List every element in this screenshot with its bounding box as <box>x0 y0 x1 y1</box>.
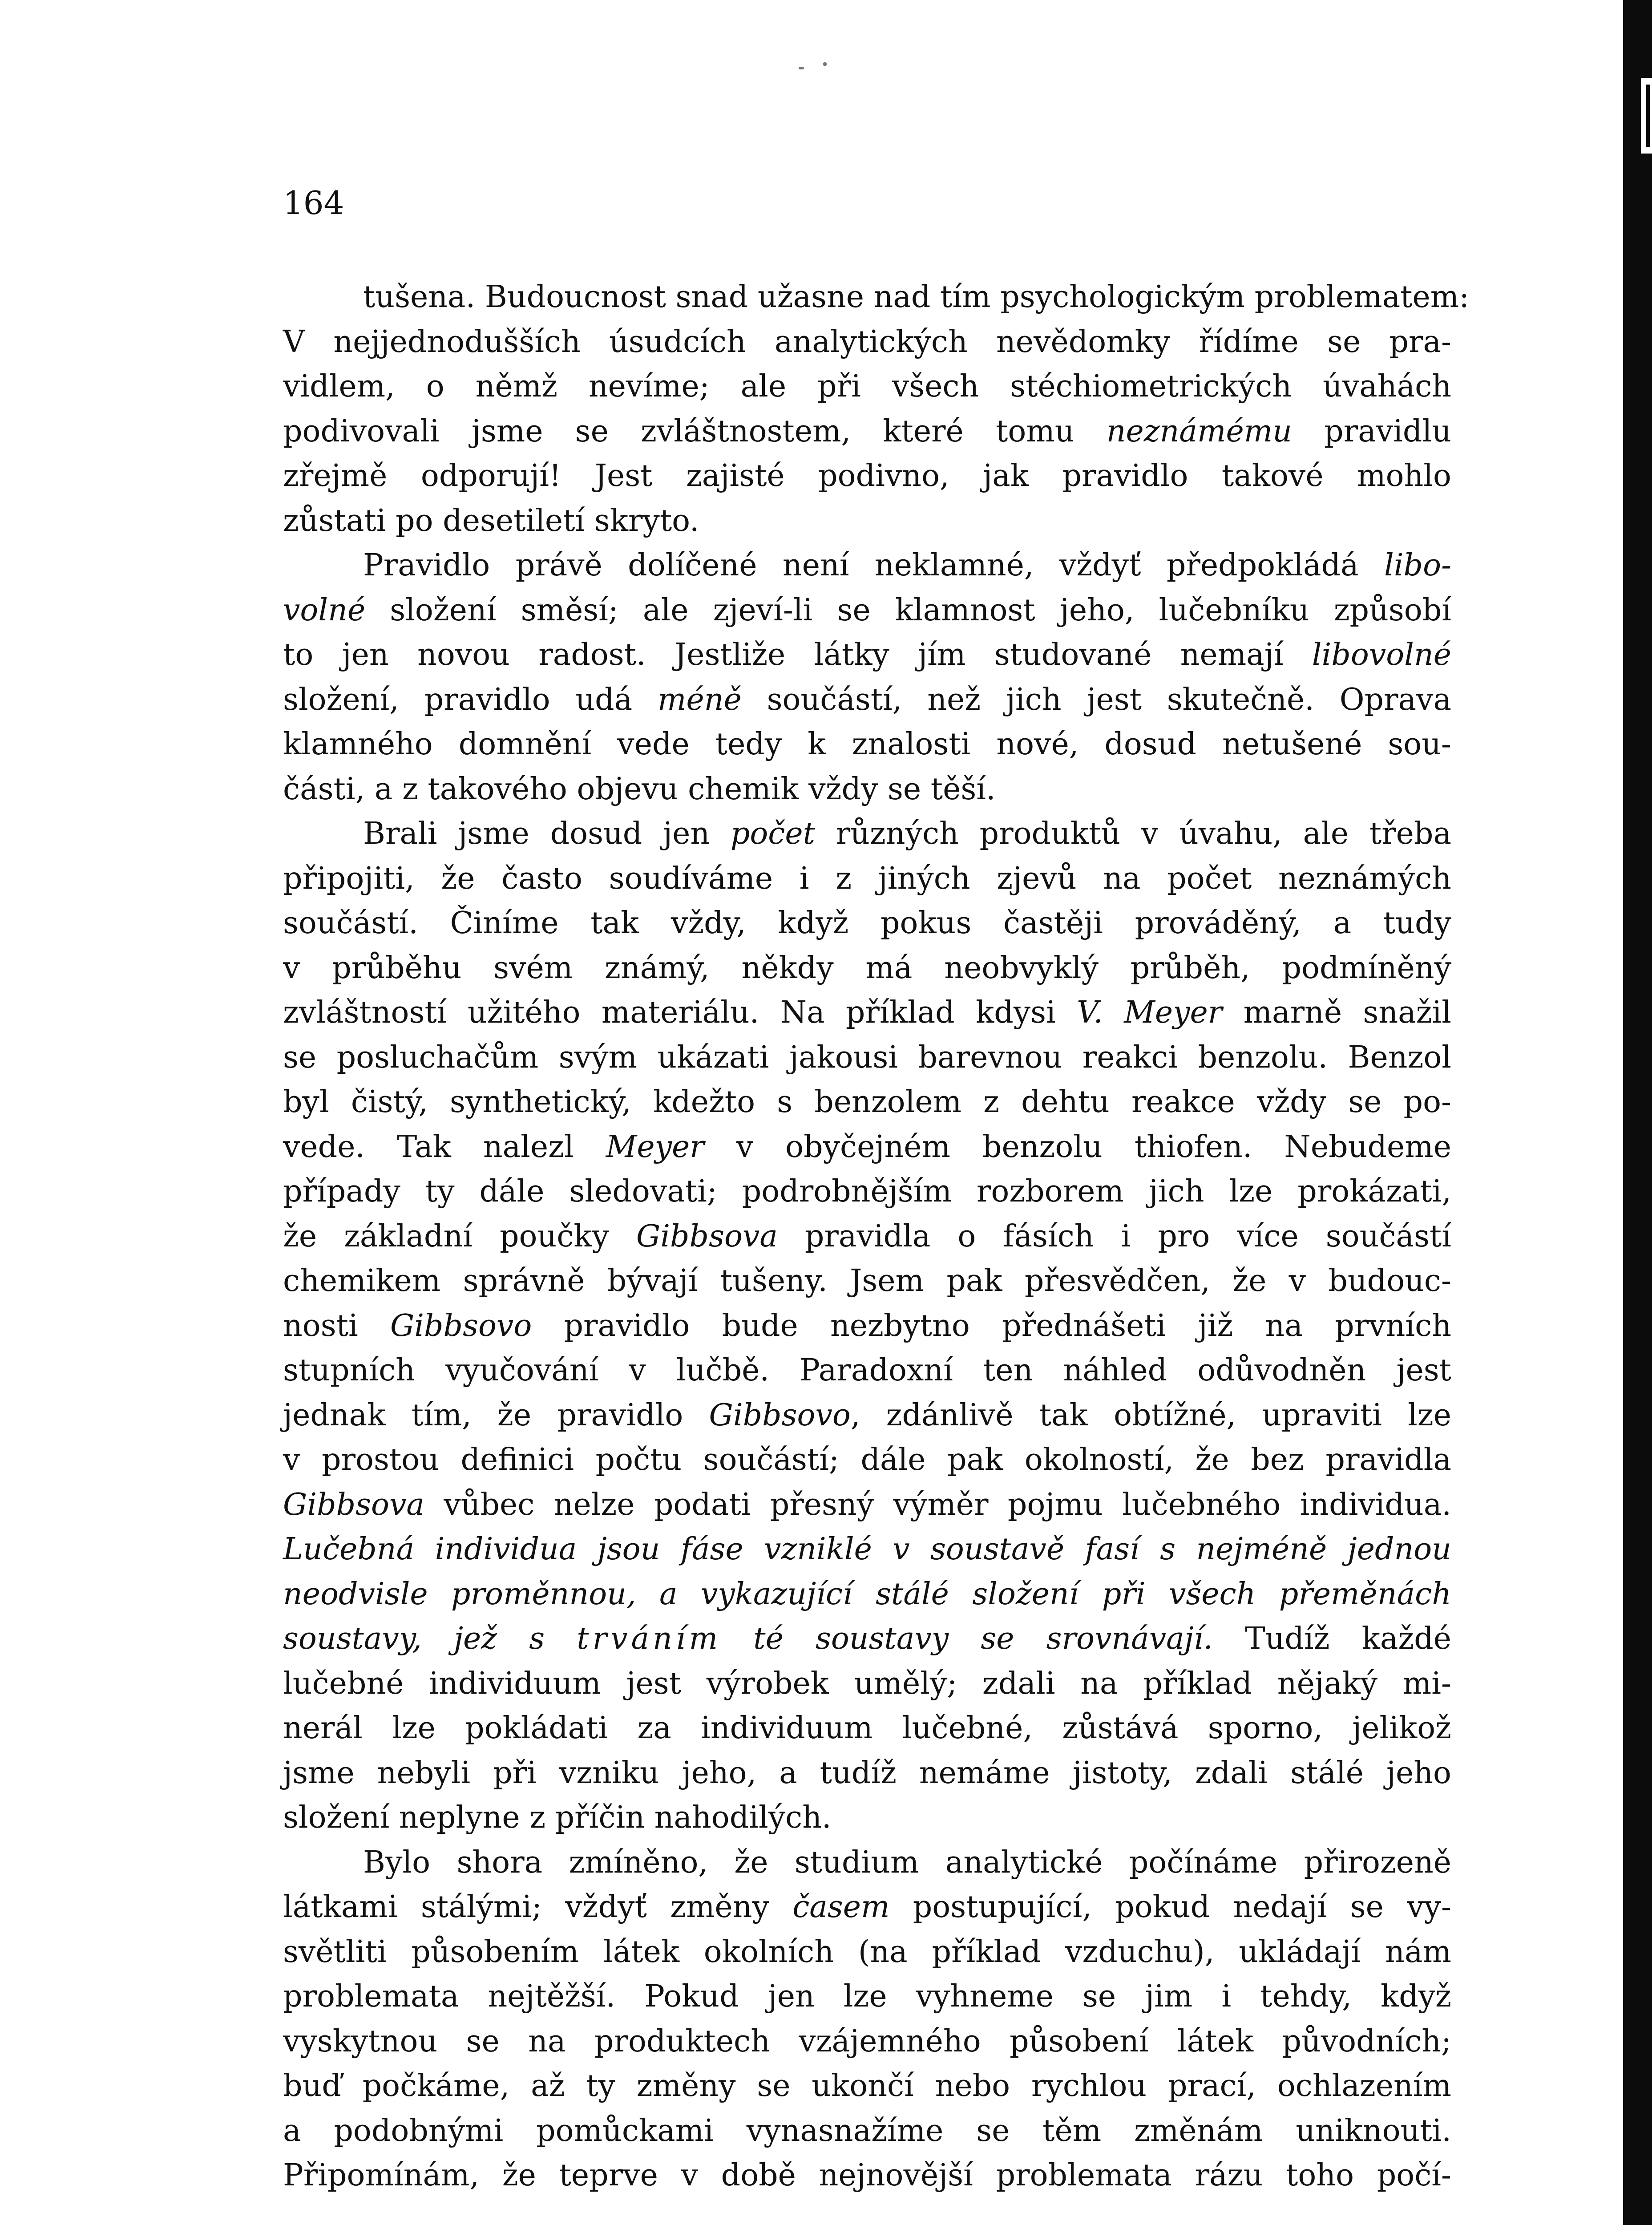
text-segment: součástí, než jich jest skutečně. Oprava <box>741 682 1451 717</box>
text-segment: Bylo shora zmíněno, že studium analytické počínáme přirozeně <box>363 1845 1451 1880</box>
text-line <box>283 2153 1451 2198</box>
text-line <box>283 1080 1451 1125</box>
scan-edge-mark-inner <box>1646 85 1650 147</box>
text-segment: Tudíž každé <box>1213 1621 1451 1656</box>
italic-text: Gibbsova <box>283 1487 424 1522</box>
text-segment: pravidla o fásích i pro více součástí <box>777 1218 1451 1254</box>
text-segment: marně snažil <box>1222 995 1451 1030</box>
text-segment: podivovali jsme se zvláštnostem, které tomu <box>283 413 1107 449</box>
text-segment: Pravidlo právě dolíčené není neklamné, vždyť předpokládá <box>363 548 1385 583</box>
text-line <box>283 1662 1451 1707</box>
italic-text: trváním <box>577 1621 722 1656</box>
text-line <box>283 1796 1451 1841</box>
italic-text: časem <box>792 1889 890 1925</box>
text-line <box>283 767 1451 812</box>
text-segment: Brali jsme dosud jen <box>363 816 731 851</box>
text-line <box>283 543 1451 588</box>
text-segment: světliti působením látek okolních (na příklad vzduchu), ukládají nám <box>283 1934 1451 1970</box>
text-line <box>283 499 1451 544</box>
text-segment: se posluchačům svým ukázati jakousi barevnou reakci benzolu. Benzol <box>283 1040 1451 1075</box>
italic-text: méně <box>658 682 742 717</box>
text-segment: postupující, pokud nedají se vy- <box>889 1889 1452 1925</box>
text-segment: pravidlo bude nezbytno přednášeti již na prvních <box>532 1308 1451 1343</box>
scan-edge-border <box>1623 0 1652 2225</box>
text-line <box>283 857 1451 902</box>
scan-speck <box>799 67 804 69</box>
text-segment: složení směsí; ale zjeví-li se klamnost jeho, lučebníku způsobí <box>365 592 1451 628</box>
italic-text: Gibbsovo <box>390 1308 532 1343</box>
paragraph <box>283 275 1470 543</box>
text-segment: vidlem, o němž nevíme; ale při všech stéchiometrických úvahách <box>283 369 1451 404</box>
text-segment: v obyčejném benzolu thiofen. Nebudeme <box>704 1129 1451 1165</box>
text-line <box>283 588 1451 633</box>
text-line <box>283 1393 1451 1438</box>
text-line <box>283 1483 1451 1528</box>
text-segment: vede. Tak nalezl <box>283 1129 606 1165</box>
text-line <box>283 1885 1451 1930</box>
text-line <box>283 1706 1451 1751</box>
text-segment: připojiti, že často soudíváme i z jiných zjevů na počet neznámých <box>283 861 1451 896</box>
text-line <box>283 1751 1451 1796</box>
text-line <box>283 1214 1451 1259</box>
text-segment: to jen novou radost. Jestliže látky jím studované nemají <box>283 637 1312 672</box>
text-line <box>283 320 1451 365</box>
italic-text: V. Meyer <box>1077 995 1223 1030</box>
text-line <box>283 1438 1451 1483</box>
text-line <box>283 2109 1451 2154</box>
text-segment: v prostou definici počtu součástí; dále pak okolností, že bez pravidla <box>283 1442 1451 1477</box>
text-segment: součástí. Činíme tak vždy, když pokus častěji prováděný, a tudy <box>283 906 1451 941</box>
text-line <box>283 1348 1451 1393</box>
text-segment: problemata nejtěžší. Pokud jen lze vyhneme se jim i tehdy, když <box>283 1979 1451 2014</box>
text-line <box>283 454 1451 499</box>
text-line <box>283 2064 1451 2109</box>
paragraph <box>283 543 1451 812</box>
text-segment: zřejmě odporují! Jest zajisté podivno, jak pravidlo takové mohlo <box>283 458 1451 494</box>
text-line <box>283 991 1451 1036</box>
text-segment: , zdánlivě tak obtížné, upraviti lze <box>850 1397 1451 1433</box>
text-line <box>283 1125 1451 1170</box>
paragraph <box>283 1841 1451 2198</box>
text-line <box>283 1169 1451 1214</box>
text-line <box>283 678 1451 723</box>
text-segment: chemikem správně bývají tušeny. Jsem pak přesvědčen, že v budouc- <box>283 1263 1451 1299</box>
text-segment: že základní poučky <box>283 1218 636 1254</box>
text-line <box>283 901 1451 946</box>
italic-text: Meyer <box>606 1129 704 1165</box>
italic-text: neznámému <box>1106 413 1292 449</box>
text-line <box>283 1930 1451 1975</box>
text-segment: klamného domnění vede tedy k znalosti nové, dosud netušené sou- <box>283 727 1451 762</box>
text-line <box>283 1572 1451 1617</box>
text-segment: buď počkáme, až ty změny se ukončí nebo rychlou prací, ochlazením <box>283 2068 1451 2104</box>
text-segment: pravidlu <box>1292 413 1451 449</box>
text-line <box>283 1617 1451 1662</box>
paragraph <box>283 812 1451 1841</box>
text-segment: jednak tím, že pravidlo <box>283 1397 709 1433</box>
text-line <box>283 1527 1451 1572</box>
text-segment: V nejjednodušších úsudcích analytických nevědomky řídíme se pra- <box>283 324 1451 360</box>
text-segment: zůstati po desetiletí skryto. <box>283 503 699 538</box>
text-line <box>283 2019 1451 2064</box>
text-segment: látkami stálými; vždyť změny <box>283 1889 793 1925</box>
italic-text: soustavy, jež s <box>283 1621 577 1656</box>
text-segment: byl čistý, synthetický, kdežto s benzolem z dehtu reakce vždy se po- <box>283 1084 1451 1120</box>
italic-text: Lučebná individua jsou fáse vzniklé v soustavě fasí s nejméně jednou <box>283 1532 1451 1567</box>
text-segment: nosti <box>283 1308 390 1343</box>
text-line <box>283 1036 1451 1080</box>
italic-text: Gibbsovo <box>709 1397 851 1433</box>
text-line <box>283 364 1451 409</box>
text-segment: jsme nebyli při vzniku jeho, a tudíž nemáme jistoty, zdali stálé jeho <box>283 1755 1451 1791</box>
text-line <box>283 275 1470 320</box>
text-segment: tušena. Budoucnost snad užasne nad tím psychologickým problematem: <box>363 279 1470 315</box>
text-segment: stupních vyučování v lučbě. Paradoxní ten náhled odůvodněn jest <box>283 1353 1451 1388</box>
text-segment: vyskytnou se na produktech vzájemného působení látek původních; <box>283 2023 1451 2059</box>
italic-text: volné <box>283 592 366 628</box>
text-line <box>283 1841 1451 1885</box>
text-line <box>283 812 1451 857</box>
italic-text: počet <box>730 816 815 851</box>
text-segment: části, a z takového objevu chemik vždy se těší. <box>283 771 996 807</box>
text-segment: různých produktů v úvahu, ale třeba <box>815 816 1451 851</box>
text-line <box>283 946 1451 991</box>
italic-text: Gibbsova <box>636 1218 778 1254</box>
body-text <box>283 275 1470 2198</box>
text-line <box>283 1974 1451 2019</box>
text-line <box>283 1259 1451 1304</box>
text-segment: nerál lze pokládati za individuum lučebné, zůstává sporno, jelikož <box>283 1711 1451 1746</box>
text-line <box>283 722 1451 767</box>
italic-text: libo- <box>1384 548 1451 583</box>
text-line <box>283 409 1451 454</box>
text-segment: zvláštností užitého materiálu. Na příklad kdysi <box>283 995 1077 1030</box>
text-segment: případy ty dále sledovati; podrobnějším rozborem jich lze prokázati, <box>283 1174 1451 1209</box>
text-segment: v průběhu svém známý, někdy má neobvyklý průběh, podmíněný <box>283 950 1451 986</box>
text-line <box>283 633 1451 678</box>
text-segment: lučebné individuum jest výrobek umělý; zdali na příklad nějaký mi- <box>283 1666 1451 1701</box>
text-segment: a podobnými pomůckami vynasnažíme se těm změnám uniknouti. <box>283 2113 1451 2148</box>
text-line <box>283 1304 1451 1349</box>
text-segment: vůbec nelze podati přesný výměr pojmu lučebného individua. <box>424 1487 1451 1522</box>
italic-text: libovolné <box>1312 637 1451 672</box>
page-number: 164 <box>283 184 344 222</box>
scan-speck <box>823 62 827 66</box>
text-segment: Připomínám, že teprve v době nejnovější problemata rázu toho počí- <box>283 2158 1451 2193</box>
italic-text: neodvisle proměnnou, a vykazující stálé složení při všech přeměnách <box>283 1576 1451 1612</box>
text-segment: složení neplyne z příčin nahodilých. <box>283 1800 832 1835</box>
italic-text: té soustavy se srovnávají. <box>721 1621 1213 1656</box>
text-segment: složení, pravidlo udá <box>283 682 658 717</box>
